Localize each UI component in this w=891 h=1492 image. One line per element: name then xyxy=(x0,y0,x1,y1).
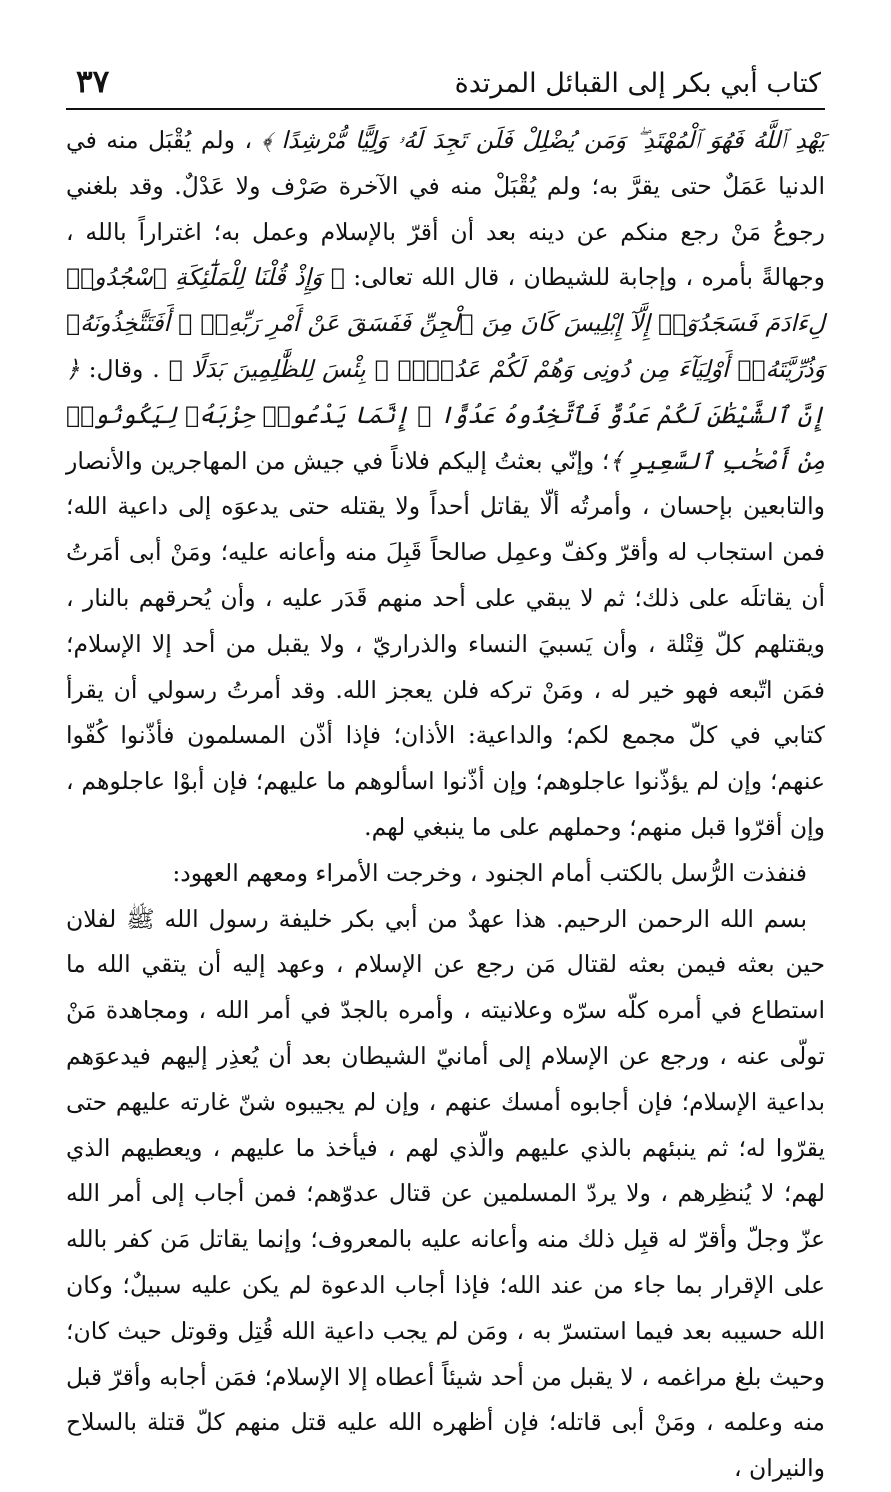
text-run: بسم الله الرحمن الرحيم. هذا عهدٌ من أبي بكر خليفة رسول الله ﷺ لفلان حين بعثه فيمن بعثه لقتال مَن رجع عن الإسلام ، وعهد إليه أن يتقي الله ما استطاع في أمره كلّه سرّه وعلانيته ، وأمره بالجدّ في أمر الله ، ومجاهدة مَنْ تولّى عنه ، ورجع عن الإسلام إلى أمانيّ الشيطان بعد أن يُعذِر إليهم فيدعوَهم بداعية الإسلام؛ فإن أجابوه أمسك عنهم ، وإن لم يجيبوه شنّ غارته عليهم حتى يقرّوا له؛ ثم ينبئهم بالذي عليهم والّذي لهم ، فيأخذ ما عليهم ، ويعطيهم الذي لهم؛ لا يُنظِرهم ، ولا يردّ المسلمين عن قتال عدوّهم؛ فمن أجاب إلى أمر الله عزّ وجلّ وأقرّ له قبِل ذلك منه وأعانه عليه بالمعروف؛ وإنما يقاتل مَن كفر بالله على الإقرار بما جاء من عند الله؛ فإذا أجاب الدعوة لم يكن عليه سبيلٌ؛ وكان الله حسيبه بعد فيما استسرّ به ، ومَن لم يجب داعية الله قُتِل وقوتل حيث كان؛ وحيث بلغ مراغمه ، لا يقبل من أحد شيئاً أعطاه إلا الإسلام؛ فمَن أجابه وأقرّ قبل منه وعلمه ، ومَنْ أبى قاتله؛ فإن أظهره الله عليه قتل منهم كلّ قتلة بالسلاح والنيران ، xyxy=(66,904,825,1483)
page-number: ٣٧ xyxy=(76,64,110,100)
quran-verse: يَهْدِ ٱللَّهُ فَهُوَ ٱلْمُهْتَدِ ۖ وَمَن يُضْلِلْ فَلَن تَجِدَ لَهُۥ وَلِيًّا مُّرْشِدًا ﴾ xyxy=(261,126,825,154)
quran-verse: ﴿ وَإِذْ قُلْنَا لِلْمَلَٰٓئِكَةِ ٱسْجُدُوا۟ لِءَادَمَ فَسَجَدُوٓا۟ إِلَّآ إِبْلِيسَ كَانَ مِنَ ٱلْجِنِّ فَفَسَقَ عَنْ أَمْرِ رَبِّهِۦٓ ۗ أَفَتَتَّخِذُونَهُۥ وَذُرِّيَّتَهُۥٓ أَوْلِيَآءَ مِن دُونِى وَهُمْ لَكُمْ عَدُوٌّۢ ۚ بِئْسَ لِلظَّٰلِمِينَ بَدَلًا ﴾ xyxy=(66,263,825,383)
running-header xyxy=(66,58,825,110)
body-text xyxy=(66,118,825,1483)
paragraph xyxy=(66,897,825,1492)
text-run: . وقال: xyxy=(79,354,169,383)
text-run: ؛ وإنّي بعثتُ إليكم فلاناً في جيش من المهاجرين والأنصار والتابعين بإحسان ، وأمرتُه ألّا يقاتل أحداً ولا يقتله حتى يدعوَه إلى داعية الله؛ فمن استجاب له وأقرّ وكفّ وعمِل صالحاً قَبِلَ منه وأعانه عليه؛ ومَنْ أبى أمَرتُ أن يقاتلَه على ذلك؛ ثم لا يبقي على أحد منهم قَدَر عليه ، وأن يُحرقهم بالنار ، ويقتلهم كلّ قِتْلة ، وأن يَسبيَ النساء والذراريّ ، ولا يقبل من أحد إلا الإسلام؛ فمَن اتّبعه فهو خير له ، ومَنْ تركه فلن يعجز الله. وقد أمرتُ رسولي أن يقرأ كتابي في كلّ مجمع لكم؛ والداعية: الأذان؛ فإذا أذّن المسلمون فأذّنوا كُفّوا عنهم؛ وإن لم يؤذّنوا عاجلوهم؛ وإن أذّنوا اسألوهم ما عليهم؛ فإن أبوْا عاجلوهم ، وإن أقرّوا قبل منهم؛ وحملهم على ما ينبغي لهم. xyxy=(66,446,825,841)
text-run: ، ولم يُقْبَل منه في الدنيا عَمَلٌ حتى يقرَّ به؛ ولم يُقْبَلْ منه في الآخرة صَرْف ولا عَدْلٌ. وقد بلغني رجوعُ مَنْ رجع منكم عن دينه بعد أن أقرّ بالإسلام وعمل به؛ اغتراراً بالله ، وجهالةً بأمره ، وإجابة للشيطان ، قال الله تعالى: xyxy=(66,126,825,292)
running-title: كتاب أبي بكر إلى القبائل المرتدة xyxy=(454,68,821,99)
text-run: فنفذت الرُّسل بالكتب أمام الجنود ، وخرجت الأمراء ومعهم العهود: xyxy=(172,858,807,887)
paragraph xyxy=(66,851,825,897)
paragraph xyxy=(66,118,825,851)
quran-verse: ﴿ إِنَّ ٱلشَّيْطَٰنَ لَكُمْ عَدُوٌّ فَٱتَّخِذُوهُ عَدُوًّا ۚ إِنَّمَا يَدْعُوا۟ حِزْبَهُۥ لِيَكُونُوا۟ مِنْ أَصْحَٰبِ ٱلسَّعِيرِ ﴾ xyxy=(66,354,825,475)
